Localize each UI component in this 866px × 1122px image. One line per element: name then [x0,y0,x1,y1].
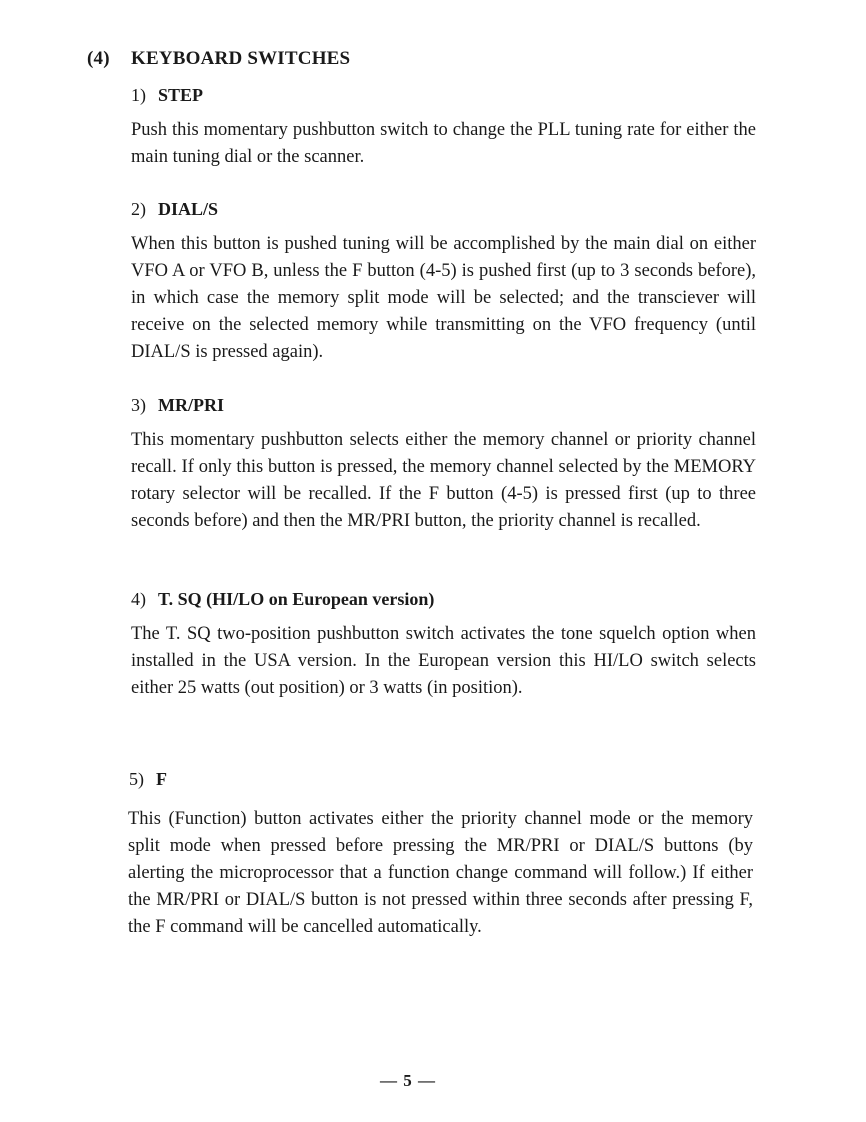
item-index: 3) [131,395,146,415]
page-number: — 5 — [380,1071,436,1090]
item-dials-body: When this button is pushed tuning will be accomplished by the main dial on either VFO A or VFO B, unless the F button (4-5) is pushed first (up to 3 seconds before), in which case the memory split mode will be selected; and the transciever will receive on the selected memory while transmitting on the VFO frequency (until DIAL/S is pressed again). [131,234,756,362]
item-step-body: Push this momentary pushbutton switch to change the PLL tuning rate for either the main tuning dial or the scanner. [131,120,756,167]
item-title: DIAL/S [158,199,219,219]
section-title: KEYBOARD SWITCHES [131,48,351,69]
item-title: F [156,769,167,789]
section-number: (4) [87,48,110,69]
item-tsq-heading [131,589,434,610]
item-title: MR/PRI [158,395,224,415]
item-index: 1) [131,85,146,105]
section-heading [87,48,350,70]
item-title: STEP [158,85,204,105]
item-index: 2) [131,199,146,219]
item-tsq-body: The T. SQ two-position pushbutton switch activates the tone squelch option when installed in the USA version. In the European version this HI/LO switch selects either 25 watts (out position) or 3 watts (in position). [131,624,756,698]
item-f-heading [129,769,167,790]
item-title: T. SQ (HI/LO on European version) [158,589,435,609]
item-f-body: This (Function) button activates either the priority channel mode or the memory split mode when pressed before pressing the MR/PRI or DIAL/S buttons (by alerting the microprocessor that a function change command will follow.) If either the MR/PRI or DIAL/S button is not pressed within three seconds after pressing F, the F command will be cancelled automatically. [128,809,753,937]
item-mrpri-body: This momentary pushbutton selects either the memory channel or priority channel recall. If only this button is pressed, the memory channel selected by the MEMORY rotary selector will be recalled. If the F button (4-5) is pressed first (up to three seconds before) and then the MR/PRI button, the priority channel is recalled. [131,430,756,531]
item-mrpri-heading [131,395,224,416]
item-dials-heading [131,199,218,220]
item-step-heading [131,85,203,106]
item-index: 4) [131,589,146,609]
item-index: 5) [129,769,144,789]
